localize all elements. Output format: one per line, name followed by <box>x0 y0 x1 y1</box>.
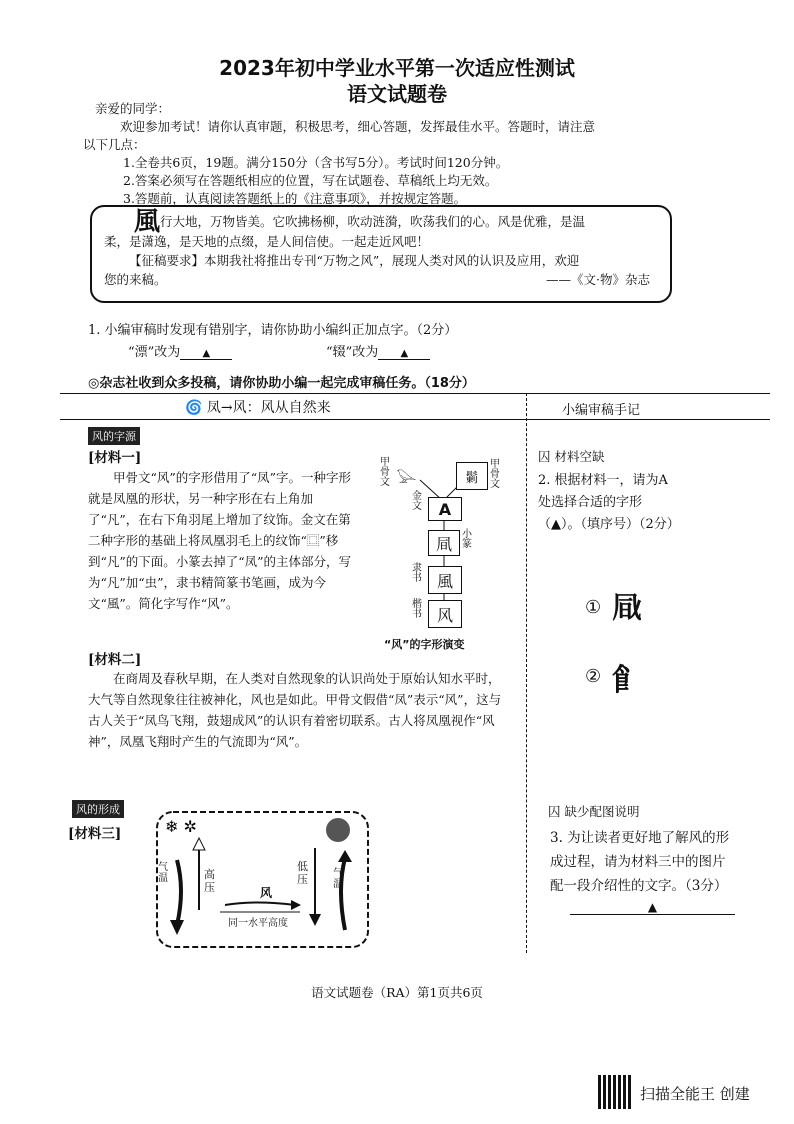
material-2-label: [材料二] <box>88 652 142 668</box>
box-signature: ——《文·物》杂志 <box>546 272 650 287</box>
sun-icon <box>326 818 350 842</box>
box-line1: 行大地，万物皆美。它吹拂杨柳，吹动涟漪，吹荡我们的心。风是优雅，是温 <box>160 214 586 229</box>
intro-section <box>83 100 695 208</box>
label-cold-temp: 气温 <box>158 862 168 884</box>
option-1-glyph[interactable]: 𠙊 <box>612 591 642 626</box>
label-high-pressure: 高压 <box>204 868 215 894</box>
label-oracle-1: 甲骨文 <box>380 457 390 488</box>
exam-title: 2023年初中学业水平第一次适应性测试 <box>219 56 575 80</box>
intro-line1: 欢迎参加考试！请你认真审题，积极思考，细心答题，发挥最佳水平。答题时，请注意 <box>120 119 596 134</box>
side-heading-1: 囚 材料空缺 <box>538 449 605 464</box>
divider-header <box>60 419 770 420</box>
question-2: 2. 根据材料一，请为A处选择合适的字形（▲）。（填序号）（2分） <box>538 473 680 532</box>
intro-item1: 1.全卷共6页，19题。满分150分（含书写5分）。考试时间120分钟。 <box>123 155 509 170</box>
arrow-down-right-head <box>309 914 321 926</box>
spiral-icon: 🌀 <box>185 400 203 416</box>
box-line2: 柔，是潇逸，是天地的点缀，是人间信使。一起走近风吧！ <box>104 234 430 249</box>
page-footer: 语文试题卷（RA）第1页共6页 <box>311 985 483 1000</box>
intro-line2: 以下几点： <box>83 137 146 152</box>
oracle-glyph-1: 𓅪 <box>396 470 417 491</box>
greeting: 亲爱的同学： <box>95 101 171 116</box>
tag-feng-origin: 风的字源 <box>88 427 140 445</box>
q3-answer-line[interactable]: ▲ <box>570 900 735 915</box>
intro-item2: 2.答案必须写在答题纸相应的位置，写在试题卷、草稿纸上均无效。 <box>123 173 498 188</box>
qr-code-icon <box>598 1075 632 1109</box>
option-2-number: ② <box>585 666 602 687</box>
material-1-label: [材料一] <box>88 450 142 466</box>
divider-top <box>60 393 770 394</box>
label-jinwen: 金文 <box>412 491 422 512</box>
glyph-kaishu: 风 <box>428 600 462 628</box>
q1-blank-b[interactable]: ▲ <box>378 348 430 360</box>
q1-part-a: “漂”改为 ▲ <box>128 341 232 360</box>
material-1-text: 甲骨文“风”的字形借用了“凤”字。一种字形就是凤凰的形状，另一种字形在右上角加了“凡”，在右下角羽尾上增加了纹饰。金文在第二种字形的基础上将凤凰羽毛上的纹饰“⿴”移到“凡”的下面。小篆去掉了“凤”的主体部分，写为“凡”加“虫”，隶书精简篆书笔画，成为今文“風”。简化字写作“风”。 <box>88 470 352 611</box>
glyph-lishu: 風 <box>428 566 462 594</box>
task-instruction: ◎杂志社收到众多投稿，请你协助小编一起完成审稿任务。（18分） <box>88 376 475 391</box>
glyph-xiaozhuan: 凬 <box>428 530 460 556</box>
option-2-glyph[interactable]: 𩙿 <box>612 663 642 698</box>
feng-intro-box <box>90 205 672 303</box>
box-line3: 【征稿要求】本期我社将推出专刊“万物之风”，展现人类对风的认识及应用，欢迎 <box>129 253 580 268</box>
q1-part-b: “辍”改为 ▲ <box>326 341 430 360</box>
column-divider <box>526 393 527 953</box>
oracle-glyph-2: 鬎 <box>456 462 488 490</box>
arrow-down-left-head <box>170 920 184 935</box>
scanner-watermark: 扫描全能王 创建 <box>640 1085 750 1103</box>
option-1-number: ① <box>585 597 602 618</box>
wind-arrow-head <box>291 900 301 910</box>
label-lishu: 隶书 <box>412 563 422 584</box>
label-wind: 风 <box>260 886 273 900</box>
glyph-box-a[interactable]: A <box>428 497 462 521</box>
label-same-level: 同一水平高度 <box>228 918 288 929</box>
section-title: 🌀 凤→风：风从自然来 <box>185 400 331 416</box>
label-kaishu: 楷书 <box>412 599 422 620</box>
big-feng-char: 風 <box>134 207 161 237</box>
tag-feng-formation: 风的形成 <box>72 800 124 818</box>
snowflake-icon: ❄ ✲ <box>165 817 197 836</box>
label-xiaozhuan: 小篆 <box>462 529 472 550</box>
arrow-down-left <box>177 860 181 925</box>
notes-title: 小编审稿手记 <box>562 403 641 418</box>
label-warm-temp: 气温 <box>333 868 343 890</box>
material-2-text: 在商周及春秋早期，在人类对自然现象的认识尚处于原始认知水平时，大气等自然现象往往被神化，风也是如此。甲骨文假借“凤”表示“风”，这与古人关于“凤鸟飞翔，鼓翅成风”的认识有着密切联系。古人将凤凰视作“风神”，凤凰飞翔时产生的气流即为“风”。 <box>88 671 502 749</box>
label-oracle-2: 甲骨文 <box>490 459 500 490</box>
box-line4: 您的来稿。 <box>104 272 167 287</box>
evolution-caption: “风”的字形演变 <box>384 638 465 651</box>
q1-blank-a[interactable]: ▲ <box>180 348 232 360</box>
question-1: 1. 小编审稿时发现有错别字，请你协助小编纠正加点字。（2分） <box>88 323 458 338</box>
exam-subtitle: 语文试题卷 <box>347 82 447 106</box>
intro-item3: 3.答题前，认真阅读答题纸上的《注意事项》，并按规定答题。 <box>123 191 467 206</box>
arrow-up-head <box>193 838 205 850</box>
label-low-pressure: 低压 <box>297 860 308 886</box>
question-3: 3. 为让读者更好地了解风的形成过程，请为材料三中的图片配一段介绍性的文字。（3分） <box>550 830 730 894</box>
wind-arrow <box>225 903 295 906</box>
material-3-label: [材料三] <box>68 826 122 842</box>
arrow-up-right-head <box>338 850 352 862</box>
side-heading-2: 囚 缺少配图说明 <box>548 804 640 819</box>
